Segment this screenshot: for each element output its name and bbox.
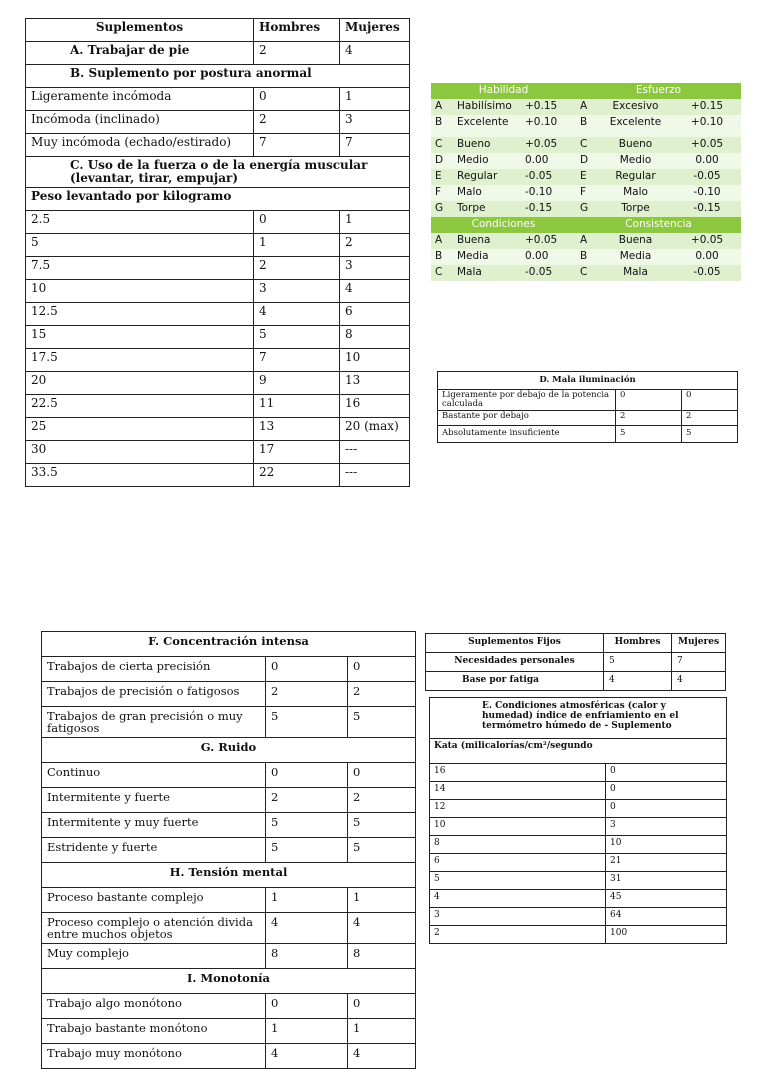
grade-label: Malo [598,185,673,201]
grade-label: Malo [453,185,521,201]
group-header-row [431,217,741,233]
row-label: Intermitente y fuerte [42,788,266,813]
cell-value: 6 [340,303,410,326]
row-label: 4 [430,890,606,908]
table-row [26,42,410,65]
cell-value: 2 [254,257,340,280]
grade-value: +0.05 [521,137,576,153]
cell-value: 5 [616,426,682,443]
table-row [26,372,410,395]
section-subtitle: Kata (milicalorías/cm²/segundo [430,739,727,764]
grade-letter: G [431,201,453,217]
table-row [430,764,727,782]
grade-letter: B [576,115,598,131]
table-row [431,169,741,185]
row-label: 30 [26,441,254,464]
table-row [431,265,741,281]
table-header-row [26,19,410,42]
table-row [26,88,410,111]
cell-value: 5 [348,838,416,863]
table-row [26,441,410,464]
cell-value: 4 [266,1044,348,1069]
row-label: Ligeramente por debajo de la potencia calculada [438,390,616,411]
grade-label: Mala [598,265,673,281]
cell-value: 4 [672,672,726,691]
table-row [438,390,738,411]
table-row [26,257,410,280]
section-row [42,738,416,763]
table-row [26,464,410,487]
grade-label: Medio [453,153,521,169]
section-title: I. Monotonía [42,969,416,994]
table-row [431,233,741,249]
row-label: 6 [430,854,606,872]
table-row [42,944,416,969]
grade-letter: C [431,265,453,281]
grade-letter: D [431,153,453,169]
grade-label: Media [453,249,521,265]
grade-letter: A [431,233,453,249]
header-cell: Hombres [604,634,672,653]
header-cell: Hombres [254,19,340,42]
cell-value: --- [340,464,410,487]
row-label: Proceso complejo o atención divida entre muchos objetos [42,913,266,944]
cell-value: 4 [266,913,348,944]
table-row [26,349,410,372]
row-label: Trabajo bastante monótono [42,1019,266,1044]
section-row [42,969,416,994]
cell-value: 3 [606,818,727,836]
grade-label: Excelente [598,115,673,131]
grade-label: Medio [598,153,673,169]
section-row [430,739,727,764]
grade-letter: A [576,99,598,115]
row-label: 14 [430,782,606,800]
grade-value: 0.00 [673,153,741,169]
grade-label: Bueno [598,137,673,153]
cell-value: 1 [348,888,416,913]
cell-value: 0 [266,657,348,682]
row-label: 17.5 [26,349,254,372]
row-label: Absolutamente insuficiente [438,426,616,443]
cell-value: 5 [604,653,672,672]
cell-value: 4 [604,672,672,691]
row-label: 5 [430,872,606,890]
cell-value: 4 [348,913,416,944]
cell-value: 3 [340,257,410,280]
table-row [42,682,416,707]
row-label: 12 [430,800,606,818]
section-row [430,698,727,739]
table-row [426,653,726,672]
row-label: Muy complejo [42,944,266,969]
cell-value: 0 [254,211,340,234]
table-row [42,788,416,813]
table-row [42,838,416,863]
grade-letter: F [431,185,453,201]
cell-value: 20 (max) [340,418,410,441]
header-cell: Suplementos [26,19,254,42]
cell-value: 0 [616,390,682,411]
row-label: Muy incómoda (echado/estirado) [26,134,254,157]
row-label: 2.5 [26,211,254,234]
cell-value: 0 [606,782,727,800]
cell-value: 0 [348,763,416,788]
grade-letter: C [576,137,598,153]
table-row [431,185,741,201]
grade-value: -0.05 [673,169,741,185]
table-row [431,99,741,115]
table-row [26,418,410,441]
table-row [26,211,410,234]
mala-iluminacion-table [437,371,738,443]
row-label: Ligeramente incómoda [26,88,254,111]
grade-value: +0.05 [521,233,576,249]
grade-letter: E [431,169,453,185]
table-header-row [426,634,726,653]
cell-value: 8 [348,944,416,969]
grade-value: +0.10 [673,115,741,131]
table-row [430,818,727,836]
row-label: Intermitente y muy fuerte [42,813,266,838]
table-row [430,836,727,854]
cell-value: 7 [340,134,410,157]
grade-label: Torpe [453,201,521,217]
condiciones-atmosfericas-table [429,697,727,944]
cell-value: 1 [340,88,410,111]
row-label: Base por fatiga [426,672,604,691]
section-title: C. Uso de la fuerza o de la energía muscular (levantar, tirar, empujar) [26,157,410,188]
cell-value: 0 [348,994,416,1019]
row-label: 7.5 [26,257,254,280]
cell-value: 64 [606,908,727,926]
concentracion-ruido-table [41,631,416,1069]
cell-value: 5 [682,426,738,443]
table-row [438,426,738,443]
cell-value: 5 [266,707,348,738]
grade-value: -0.10 [521,185,576,201]
table-row [42,813,416,838]
grade-letter: B [576,249,598,265]
table-row [42,657,416,682]
row-label: Trabajo algo monótono [42,994,266,1019]
section-title: F. Concentración intensa [42,632,416,657]
cell-value: 8 [266,944,348,969]
section-title: D. Mala iluminación [438,372,738,390]
grade-value: +0.15 [673,99,741,115]
grade-value: 0.00 [673,249,741,265]
grade-label: Mala [453,265,521,281]
table-row [430,908,727,926]
cell-value: 0 [266,763,348,788]
table-row [431,137,741,153]
cell-value: 5 [266,813,348,838]
cell-value: 0 [266,994,348,1019]
cell-value: 22 [254,464,340,487]
table-row [42,763,416,788]
cell-value: 9 [254,372,340,395]
header-cell: Mujeres [340,19,410,42]
grade-value: +0.05 [673,233,741,249]
row-label: Trabajos de precisión o fatigosos [42,682,266,707]
cell-value: 1 [266,1019,348,1044]
cell-value: 1 [254,234,340,257]
cell-value: 4 [254,303,340,326]
cell-value: 5 [254,326,340,349]
cell-value: 13 [340,372,410,395]
cell-value: 0 [606,764,727,782]
row-label: Necesidades personales [426,653,604,672]
grade-label: Buena [453,233,521,249]
cell-value: 2 [266,788,348,813]
cell-value: 31 [606,872,727,890]
cell-value: 2 [348,682,416,707]
table-row [431,249,741,265]
row-label: Estridente y fuerte [42,838,266,863]
table-row [26,280,410,303]
table-row [431,115,741,131]
grade-label: Regular [453,169,521,185]
cell-value: 4 [340,42,410,65]
cell-value: 4 [348,1044,416,1069]
table-row [26,234,410,257]
row-label: 33.5 [26,464,254,487]
cell-value: 10 [606,836,727,854]
table-row [430,782,727,800]
cell-value: 3 [340,111,410,134]
cell-value: 5 [266,838,348,863]
grade-letter: G [576,201,598,217]
grade-label: Buena [598,233,673,249]
group-header: Condiciones [431,217,576,233]
group-header: Consistencia [576,217,741,233]
cell-value: 17 [254,441,340,464]
grade-label: Regular [598,169,673,185]
section-title: H. Tensión mental [42,863,416,888]
cell-value: 16 [340,395,410,418]
row-label: 3 [430,908,606,926]
cell-value: 1 [348,1019,416,1044]
table-row [426,672,726,691]
table-row [26,326,410,349]
cell-value: 7 [254,134,340,157]
cell-value: 11 [254,395,340,418]
group-header: Esfuerzo [576,83,741,99]
table-row [42,707,416,738]
grade-value: +0.15 [521,99,576,115]
cell-value: 1 [340,211,410,234]
grade-value: -0.15 [521,201,576,217]
row-label: 10 [430,818,606,836]
cell-value: 2 [254,42,340,65]
cell-value: 100 [606,926,727,944]
row-label: 5 [26,234,254,257]
section-row [42,632,416,657]
cell-value: 45 [606,890,727,908]
row-label: 15 [26,326,254,349]
header-cell: Suplementos Fijos [426,634,604,653]
grade-letter: F [576,185,598,201]
row-label: A. Trabajar de pie [26,42,254,65]
grade-value: +0.05 [673,137,741,153]
cell-value: 21 [606,854,727,872]
valoracion-table [431,83,741,281]
grade-label: Bueno [453,137,521,153]
row-label: Bastante por debajo [438,411,616,426]
suplementos-table [25,18,410,487]
grade-letter: D [576,153,598,169]
cell-value: 5 [348,707,416,738]
cell-value: 0 [254,88,340,111]
table-row [42,913,416,944]
cell-value: 2 [616,411,682,426]
section-row [26,65,410,88]
table-row [26,395,410,418]
table-row [438,411,738,426]
cell-value: 0 [606,800,727,818]
grade-value: -0.05 [521,265,576,281]
row-label: 22.5 [26,395,254,418]
cell-value: 0 [348,657,416,682]
suplementos-fijos-table [425,633,726,691]
row-label: Trabajo muy monótono [42,1044,266,1069]
table-row [42,1019,416,1044]
table-row [26,134,410,157]
grade-label: Torpe [598,201,673,217]
table-row [26,303,410,326]
grade-letter: B [431,115,453,131]
section-row [438,372,738,390]
table-row [431,201,741,217]
row-label: 8 [430,836,606,854]
cell-value: 2 [348,788,416,813]
grade-value: 0.00 [521,153,576,169]
row-label: Incómoda (inclinado) [26,111,254,134]
grade-value: -0.05 [673,265,741,281]
grade-label: Excelente [453,115,521,131]
cell-value: 2 [340,234,410,257]
table-row [430,926,727,944]
table-row [42,1044,416,1069]
row-label: Proceso bastante complejo [42,888,266,913]
table-row [431,153,741,169]
cell-value: 13 [254,418,340,441]
grade-letter: C [431,137,453,153]
section-row [42,863,416,888]
cell-value: 4 [340,280,410,303]
section-row [26,188,410,211]
cell-value: 1 [266,888,348,913]
group-header-row [431,83,741,99]
cell-value: 10 [340,349,410,372]
table-row [42,994,416,1019]
cell-value: 5 [348,813,416,838]
cell-value: 3 [254,280,340,303]
section-title: E. Condiciones atmosféricas (calor y humedad) índice de enfriamiento en el termómetro húmedo de - Suplemento [430,698,727,739]
grade-letter: A [576,233,598,249]
cell-value: 2 [682,411,738,426]
cell-value: 7 [254,349,340,372]
cell-value: --- [340,441,410,464]
table-row [42,888,416,913]
row-label: 16 [430,764,606,782]
row-label: 25 [26,418,254,441]
grade-letter: E [576,169,598,185]
section-row [26,157,410,188]
row-label: 20 [26,372,254,395]
cell-value: 2 [254,111,340,134]
section-title: B. Suplemento por postura anormal [26,65,410,88]
row-label: Trabajos de cierta precisión [42,657,266,682]
table-row [430,854,727,872]
grade-label: Habilísimo [453,99,521,115]
grade-letter: C [576,265,598,281]
grade-label: Excesivo [598,99,673,115]
cell-value: 0 [682,390,738,411]
grade-letter: A [431,99,453,115]
row-label: 10 [26,280,254,303]
grade-value: -0.05 [521,169,576,185]
grade-value: 0.00 [521,249,576,265]
table-row [26,111,410,134]
cell-value: 7 [672,653,726,672]
table-row [430,872,727,890]
grade-value: -0.15 [673,201,741,217]
table-row [430,800,727,818]
row-label: 12.5 [26,303,254,326]
section-subtitle: Peso levantado por kilogramo [26,188,410,211]
grade-letter: B [431,249,453,265]
section-title: G. Ruido [42,738,416,763]
table-row [430,890,727,908]
row-label: Continuo [42,763,266,788]
row-label: 2 [430,926,606,944]
row-label: Trabajos de gran precisión o muy fatigosos [42,707,266,738]
grade-label: Media [598,249,673,265]
grade-value: -0.10 [673,185,741,201]
header-cell: Mujeres [672,634,726,653]
cell-value: 8 [340,326,410,349]
group-header: Habilidad [431,83,576,99]
cell-value: 2 [266,682,348,707]
grade-value: +0.10 [521,115,576,131]
